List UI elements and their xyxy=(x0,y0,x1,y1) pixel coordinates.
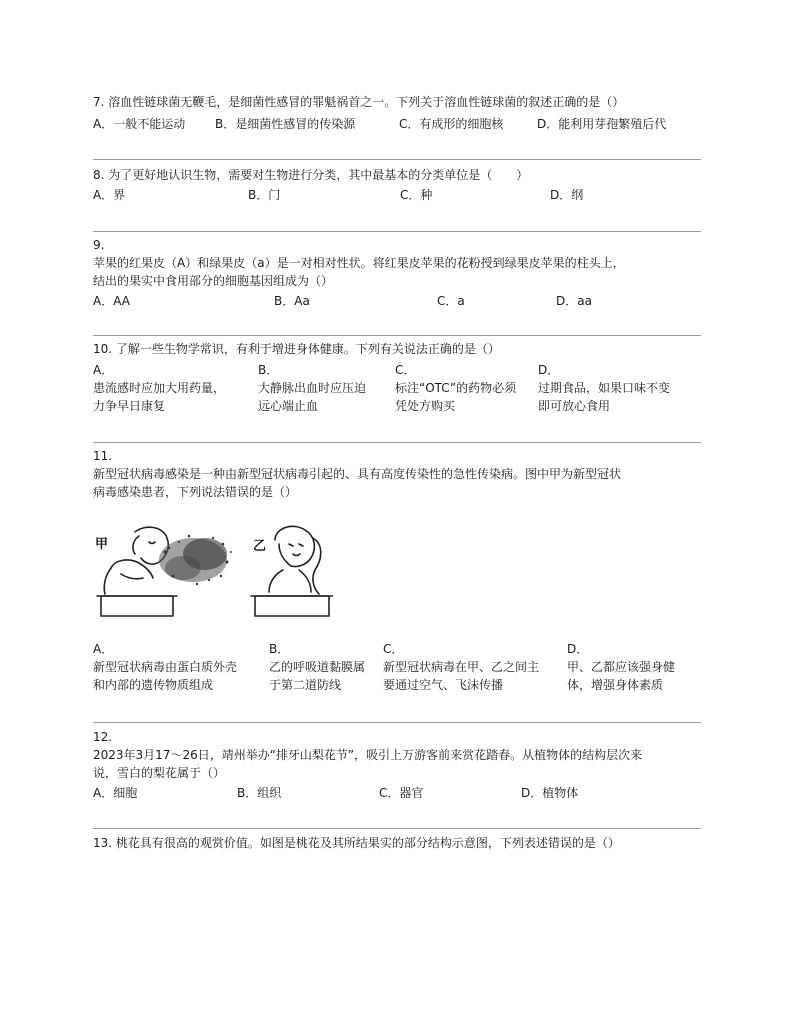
option-text: 于第二道防线 xyxy=(269,678,342,692)
option-d[interactable] xyxy=(538,361,670,415)
question-stem: 13. 桃花具有很高的观赏价值。如图是桃花及其所结果实的部分结构示意图，下列表述错误的是（） xyxy=(93,836,620,850)
option-text: 和内部的遗传物质组成 xyxy=(93,678,214,692)
option-text: 患流感时应加大用药量， xyxy=(93,381,226,395)
question-8 xyxy=(93,166,701,204)
question-11-figure xyxy=(93,518,333,628)
option-text: 乙的呼吸道黏膜属 xyxy=(269,660,366,674)
option-d[interactable]: D．纲 xyxy=(550,188,584,202)
question-stem-line: 病毒感染患者，下列说法错误的是（） xyxy=(93,485,298,499)
option-letter: B． xyxy=(258,363,279,377)
option-letter: D． xyxy=(538,363,560,377)
option-a[interactable]: A．AA xyxy=(93,294,130,308)
question-stem: 7. 溶血性链球菌无鞭毛，是细菌性感冒的罪魁祸首之一。下列关于溶血性链球菌的叙述正确的是（） xyxy=(93,95,625,109)
option-c[interactable] xyxy=(395,361,516,415)
option-b[interactable]: B．门 xyxy=(248,188,281,202)
healthy-person-figure xyxy=(251,526,333,616)
question-stem-line: 新型冠状病毒感染是一种由新型冠状病毒引起的、具有高度传染性的急性传染病。图中甲为新型冠状 xyxy=(93,467,622,481)
question-divider xyxy=(93,335,701,336)
option-b[interactable]: B．Aa xyxy=(274,294,310,308)
option-text: 标注“OTC”的药物必须 xyxy=(395,381,517,395)
question-12 xyxy=(93,728,701,802)
option-d[interactable]: D．植物体 xyxy=(521,786,579,800)
question-stem: 10. 了解一些生物学常识，有利于增进身体健康。下列有关说法正确的是（） xyxy=(93,342,500,356)
option-text: 体，增强身体素质 xyxy=(567,678,664,692)
option-a[interactable]: A．细胞 xyxy=(93,786,138,800)
option-text: 新型冠状病毒在甲、乙之间主 xyxy=(383,660,540,674)
option-a[interactable]: A．界 xyxy=(93,188,126,202)
option-letter: C． xyxy=(383,642,404,656)
option-letter: B． xyxy=(269,642,290,656)
option-text: 力争早日康复 xyxy=(93,399,166,413)
option-text: 甲、乙都应该强身健 xyxy=(567,660,676,674)
figure-label-left: 甲 xyxy=(95,537,109,552)
option-letter: C． xyxy=(395,363,416,377)
question-number: 9. xyxy=(93,238,105,252)
option-c[interactable] xyxy=(383,640,539,694)
question-stem-line: 结出的果实中食用部分的细胞基因组成为（） xyxy=(93,274,334,288)
option-b[interactable] xyxy=(258,361,366,415)
question-stem-line: 苹果的红果皮（A）和绿果皮（a）是一对相对性状。将红果皮苹果的花粉授到绿果皮苹果的柱头上， xyxy=(93,256,625,270)
option-a[interactable] xyxy=(93,640,237,694)
question-7 xyxy=(93,93,701,133)
option-text: 凭处方购买 xyxy=(395,399,456,413)
option-text: 大静脉出血时应压迫 xyxy=(258,381,367,395)
question-number: 11. xyxy=(93,449,113,463)
question-stem: 8. 为了更好地认识生物，需要对生物进行分类，其中最基本的分类单位是（ ） xyxy=(93,168,529,182)
option-a[interactable] xyxy=(93,361,225,415)
option-letter: A． xyxy=(93,363,114,377)
question-divider xyxy=(93,722,701,723)
droplet-cloud xyxy=(159,535,232,586)
option-text: 即可放心食用 xyxy=(538,399,611,413)
option-d[interactable]: D．能利用芽孢繁殖后代 xyxy=(537,117,667,131)
question-9 xyxy=(93,236,701,310)
option-text: 新型冠状病毒由蛋白质外壳 xyxy=(93,660,238,674)
option-letter: D． xyxy=(567,642,589,656)
option-a[interactable]: A．一般不能运动 xyxy=(93,117,186,131)
question-11 xyxy=(93,447,701,501)
option-b[interactable]: B．是细菌性感冒的传染源 xyxy=(215,117,356,131)
option-letter: A． xyxy=(93,642,114,656)
question-11-options xyxy=(93,640,701,696)
question-divider xyxy=(93,231,701,232)
option-text: 远心端止血 xyxy=(258,399,319,413)
question-divider xyxy=(93,159,701,160)
option-text: 过期食品，如果口味不变 xyxy=(538,381,671,395)
option-c[interactable]: C．a xyxy=(437,294,465,308)
option-b[interactable]: B．组织 xyxy=(237,786,282,800)
option-c[interactable]: C．器官 xyxy=(379,786,424,800)
question-divider xyxy=(93,828,701,829)
option-d[interactable] xyxy=(567,640,675,694)
question-stem-line: 2023年3月17～26日，靖州举办“排牙山梨花节”，吸引上万游客前来赏花踏春。从植物体的结构层次来 xyxy=(93,748,643,762)
question-13 xyxy=(93,834,701,852)
option-text: 要通过空气、飞沫传播 xyxy=(383,678,504,692)
option-d[interactable]: D．aa xyxy=(556,294,592,308)
option-c[interactable]: C．有成形的细胞核 xyxy=(399,117,504,131)
question-stem-line: 说，雪白的梨花属于（） xyxy=(93,766,226,780)
figure-label-right: 乙 xyxy=(253,539,267,554)
question-divider xyxy=(93,442,701,443)
option-c[interactable]: C．种 xyxy=(400,188,433,202)
question-number: 12. xyxy=(93,730,113,744)
question-10 xyxy=(93,340,701,417)
option-b[interactable] xyxy=(269,640,365,694)
